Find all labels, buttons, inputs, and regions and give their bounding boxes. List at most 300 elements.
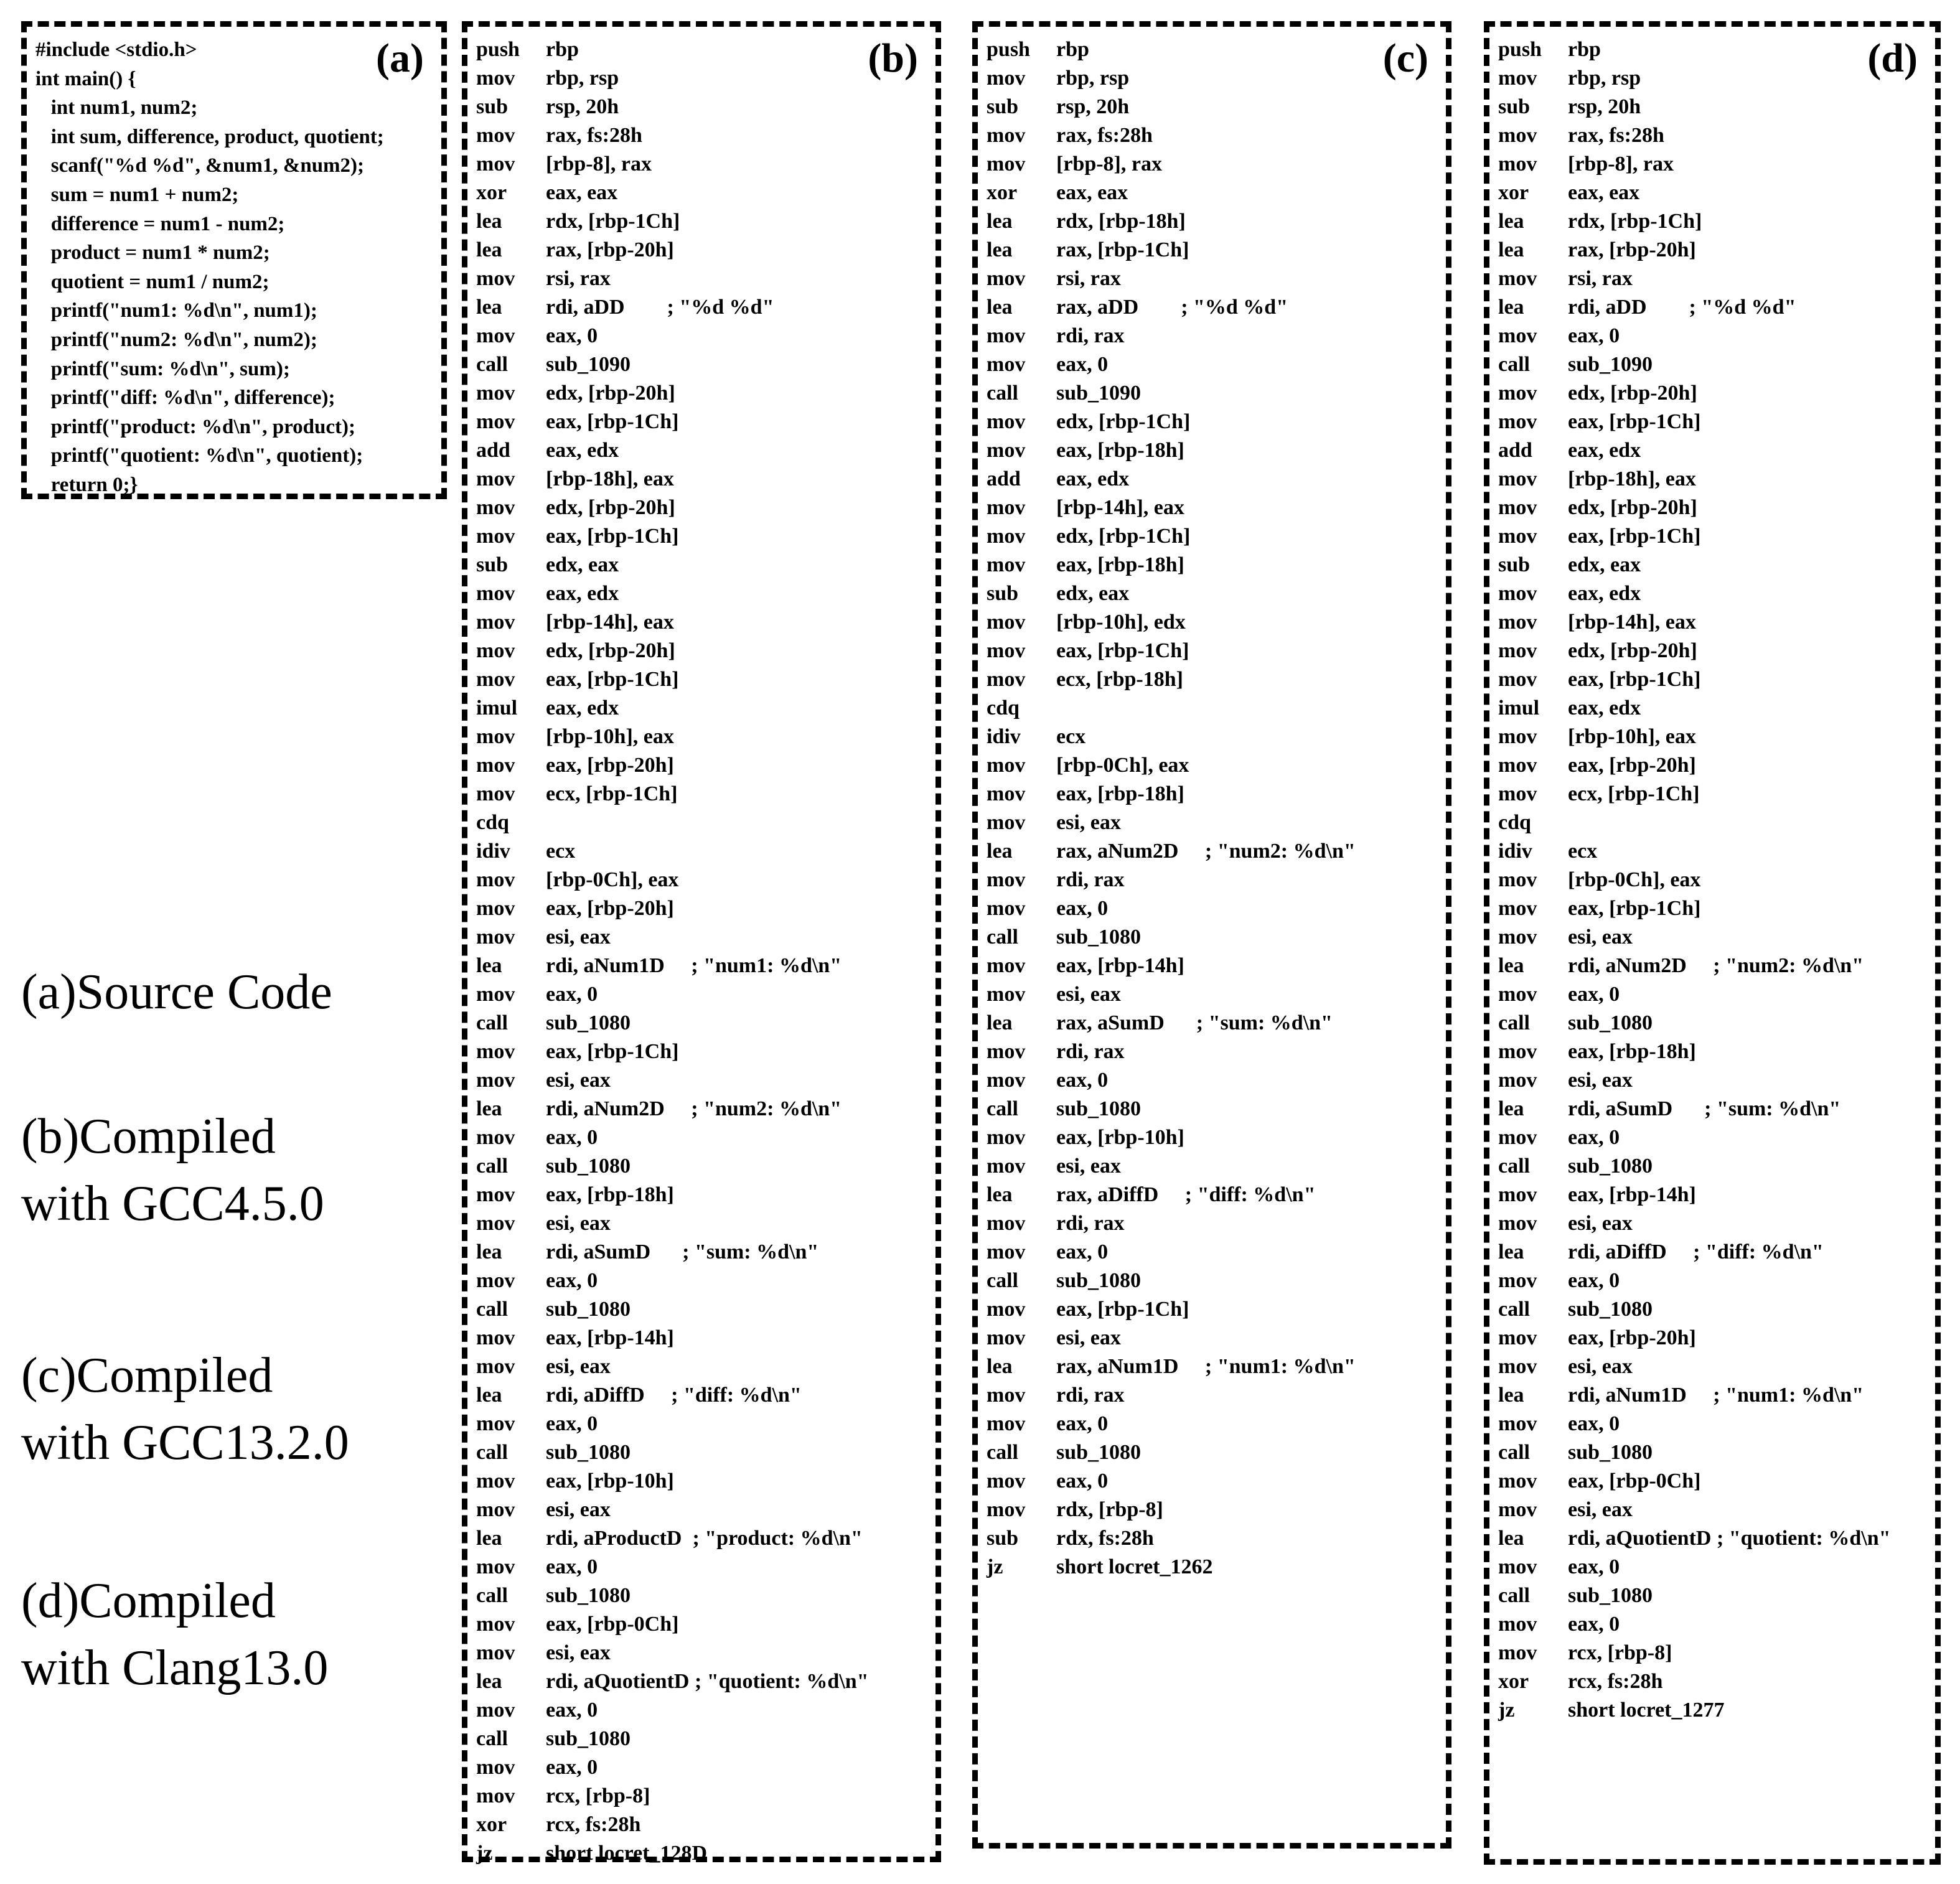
asm-operands: eax, [rbp-1Ch] [1568,525,1701,548]
asm-mnemonic: mov [987,1498,1026,1521]
asm-mnemonic: mov [1498,152,1537,176]
asm-line [1498,1553,1929,1582]
asm-mnemonic: mov [987,1155,1026,1178]
asm-operands: sub_1080 [546,1584,631,1607]
asm-mnemonic: mov [476,868,515,891]
asm-mnemonic: mov [1498,467,1537,490]
asm-mnemonic: mov [987,811,1026,834]
asm-operands: eax, 0 [546,324,598,347]
source-line: int main() { [35,67,136,90]
asm-operands: eax, eax [1056,181,1128,204]
source-line: scanf("%d %d", &num1, &num2); [35,154,365,177]
asm-operands: rsp, 20h [546,95,619,118]
asm-line [1498,751,1929,780]
asm-line [476,121,929,150]
asm-operands: rcx, [rbp-8] [546,1784,650,1807]
asm-mnemonic: mov [476,67,515,90]
asm-operands: sub_1080 [1568,1011,1653,1034]
asm-operands: eax, [rbp-10h] [546,1469,674,1493]
asm-line [987,952,1440,980]
asm-line [1498,1496,1929,1524]
asm-operands: eax, edx [1568,439,1641,462]
asm-line [476,837,929,866]
asm-line [476,894,929,923]
asm-operands: eax, [rbp-18h] [1568,1040,1696,1063]
asm-operands: [rbp-0Ch], eax [1568,868,1701,891]
source-line: printf("sum: %d\n", sum); [35,357,290,380]
asm-operands: rdx, [rbp-8] [1056,1498,1163,1521]
asm-mnemonic: mov [1498,1212,1537,1235]
asm-operands: eax, [rbp-14h] [1056,954,1184,977]
asm-operands: sub_1080 [1568,1584,1653,1607]
asm-line [476,236,929,265]
asm-line [987,1524,1440,1553]
asm-operands: eax, eax [1568,181,1640,204]
asm-operands: esi, eax [1568,1069,1633,1092]
asm-line [987,1009,1440,1038]
asm-mnemonic: mov [987,1298,1026,1321]
asm-line [1498,64,1929,93]
asm-line [987,121,1440,150]
asm-operands: eax, edx [546,439,619,462]
asm-mnemonic: mov [476,152,515,176]
asm-mnemonic: mov [476,467,515,490]
asm-mnemonic: mov [987,410,1026,433]
asm-operands: sub_1080 [1568,1298,1653,1321]
asm-mnemonic: lea [1498,1384,1524,1407]
asm-line [476,1467,929,1496]
asm-line [476,265,929,293]
asm-mnemonic: mov [1498,1355,1537,1378]
asm-operands: esi, eax [546,1641,611,1664]
asm-mnemonic: mov [476,382,515,405]
asm-mnemonic: jz [476,1842,493,1865]
asm-operands: ecx [1056,725,1086,748]
asm-line [987,1152,1440,1181]
asm-mnemonic: mov [1498,1269,1537,1292]
asm-operands: rbp, rsp [546,67,619,90]
asm-mnemonic: mov [476,1784,515,1807]
asm-line [1498,1181,1929,1209]
asm-operands: ecx, [rbp-18h] [1056,668,1183,691]
asm-mnemonic: mov [476,496,515,519]
source-line: product = num1 * num2; [35,241,270,265]
asm-mnemonic: mov [987,983,1026,1006]
asm-operands: eax, [rbp-18h] [546,1183,674,1206]
asm-line [476,1038,929,1066]
asm-operands: eax, 0 [1568,1613,1620,1636]
asm-line [987,150,1440,179]
asm-mnemonic: mov [476,1355,515,1378]
asm-mnemonic: sub [1498,553,1531,576]
caption-clang130: (d)Compiled with Clang13.0 [21,1573,329,1695]
asm-mnemonic: mov [987,1040,1026,1063]
asm-line [987,293,1440,322]
asm-line [1498,35,1929,64]
asm-operands: eax, 0 [546,1699,598,1722]
asm-line [476,1667,929,1696]
asm-operands: rdi, rax [1056,868,1125,891]
asm-line [476,1238,929,1267]
asm-mnemonic: mov [476,725,515,748]
asm-operands: esi, eax [1056,1155,1121,1178]
asm-operands: sub_1080 [1056,926,1142,949]
asm-mnemonic: mov [987,611,1026,634]
asm-operands: eax, 0 [1056,353,1109,376]
asm-mnemonic: imul [476,696,518,719]
asm-operands: eax, [rbp-1Ch] [1056,639,1189,662]
clang130-assembly-body [1498,35,1929,1725]
asm-line [476,1639,929,1667]
asm-line [476,637,929,665]
asm-mnemonic: mov [1498,1641,1537,1664]
asm-mnemonic: call [987,926,1018,949]
asm-operands: esi, eax [1056,811,1121,834]
asm-line [476,1811,929,1839]
asm-operands: [rbp-14h], eax [1568,611,1696,634]
asm-line [476,780,929,808]
asm-mnemonic: mov [476,1326,515,1349]
asm-mnemonic: xor [476,1813,507,1836]
asm-mnemonic: xor [987,181,1018,204]
asm-mnemonic: call [1498,1298,1530,1321]
asm-line [1498,980,1929,1009]
asm-operands: rdi, aQuotientD ; "quotient: %d\n" [546,1670,869,1693]
asm-line [987,64,1440,93]
asm-line [987,350,1440,379]
asm-mnemonic: sub [476,553,509,576]
asm-operands: ecx [546,840,576,863]
asm-operands: [rbp-14h], eax [1056,496,1184,519]
asm-line [1498,1696,1929,1725]
asm-line [1498,265,1929,293]
asm-line [476,952,929,980]
asm-operands: eax, 0 [1056,897,1109,920]
asm-mnemonic: mov [476,1469,515,1493]
asm-line [1498,608,1929,637]
asm-mnemonic: mov [1498,1498,1537,1521]
panel-label-a: (a) [376,35,424,81]
asm-line [987,35,1440,64]
asm-mnemonic: idiv [1498,840,1532,863]
source-line: #include <stdio.h> [35,39,197,61]
asm-operands: eax, edx [1056,467,1130,490]
asm-mnemonic: mov [1498,983,1537,1006]
asm-line [1498,579,1929,608]
asm-line [987,1181,1440,1209]
asm-operands: edx, [rbp-20h] [1568,639,1697,662]
asm-mnemonic: mov [987,1412,1026,1435]
asm-line [987,780,1440,808]
asm-operands: esi, eax [1568,926,1633,949]
asm-mnemonic: mov [476,124,515,147]
asm-mnemonic: mov [476,1069,515,1092]
asm-operands: rsp, 20h [1568,95,1641,118]
asm-operands: esi, eax [1056,983,1121,1006]
asm-operands: edx, eax [546,553,619,576]
asm-mnemonic: lea [1498,1527,1524,1550]
asm-mnemonic: lea [987,210,1013,233]
asm-mnemonic: lea [476,1527,502,1550]
asm-mnemonic: mov [987,668,1026,691]
asm-operands: rdi, aProductD ; "product: %d\n" [546,1527,863,1550]
asm-line [1498,379,1929,408]
asm-line [987,93,1440,121]
asm-mnemonic: idiv [987,725,1021,748]
asm-operands: eax, edx [546,582,619,605]
gcc450-assembly-panel [462,21,941,1865]
asm-mnemonic: mov [476,639,515,662]
asm-operands: eax, [rbp-14h] [546,1326,674,1349]
asm-mnemonic: sub [987,95,1019,118]
asm-mnemonic: mov [1498,1326,1537,1349]
asm-mnemonic: mov [1498,267,1537,290]
asm-line [1498,1152,1929,1181]
asm-line [1498,494,1929,522]
asm-line [987,1324,1440,1352]
asm-line [1498,1123,1929,1152]
asm-operands: rax, aNum2D ; "num2: %d\n" [1056,840,1356,863]
asm-line [476,1524,929,1553]
asm-line [987,1410,1440,1438]
asm-mnemonic: mov [1498,1412,1537,1435]
asm-mnemonic: mov [987,868,1026,891]
asm-operands: eax, [rbp-14h] [1568,1183,1696,1206]
asm-operands: esi, eax [546,1498,611,1521]
asm-operands: eax, edx [1568,696,1641,719]
asm-operands: sub_1090 [1568,353,1653,376]
asm-operands: rax, [rbp-20h] [1568,238,1696,261]
asm-mnemonic: jz [1498,1699,1515,1722]
asm-operands: rdi, aNum2D ; "num2: %d\n" [546,1097,842,1120]
asm-line [476,1152,929,1181]
asm-line [1498,121,1929,150]
asm-line [476,1725,929,1753]
asm-line [1498,1038,1929,1066]
asm-mnemonic: call [987,382,1018,405]
asm-operands: eax, 0 [1568,1126,1620,1149]
asm-mnemonic: mov [476,1412,515,1435]
asm-mnemonic: lea [1498,1240,1524,1263]
asm-operands: esi, eax [1568,1498,1633,1521]
asm-line [476,522,929,551]
asm-line [476,465,929,494]
caption-gcc450: (b)Compiled with GCC4.5.0 [21,1109,324,1231]
asm-line [987,1123,1440,1152]
asm-operands: eax, 0 [1568,324,1620,347]
asm-operands: eax, 0 [1568,983,1620,1006]
asm-line [987,665,1440,694]
asm-line [1498,1095,1929,1123]
asm-mnemonic: lea [1498,1097,1524,1120]
asm-line [476,1267,929,1295]
asm-mnemonic: lea [1498,296,1524,319]
asm-line [476,436,929,465]
asm-operands: sub_1080 [1568,1441,1653,1464]
asm-mnemonic: lea [987,296,1013,319]
asm-operands: rdi, aSumD ; "sum: %d\n" [1568,1097,1841,1120]
asm-operands: [rbp-10h], eax [1568,725,1696,748]
asm-line [987,723,1440,751]
source-line: sum = num1 + num2; [35,183,239,206]
asm-line [1498,837,1929,866]
asm-mnemonic: lea [1498,954,1524,977]
asm-mnemonic: mov [476,1498,515,1521]
asm-mnemonic: cdq [987,696,1020,719]
asm-operands: esi, eax [546,1069,611,1092]
asm-line [1498,465,1929,494]
asm-line [987,1352,1440,1381]
asm-mnemonic: mov [987,1069,1026,1092]
source-line: printf("num2: %d\n", num2); [35,328,317,351]
asm-mnemonic: mov [476,897,515,920]
asm-line [987,608,1440,637]
asm-mnemonic: sub [476,95,509,118]
asm-operands: rcx, fs:28h [1568,1670,1663,1693]
asm-mnemonic: mov [1498,410,1537,433]
asm-mnemonic: add [476,439,510,462]
asm-operands: rdi, aSumD ; "sum: %d\n" [546,1240,819,1263]
asm-line [476,1095,929,1123]
caption-source-code: (a)Source Code [21,965,332,1019]
asm-operands: sub_1080 [1568,1155,1653,1178]
asm-line [987,1238,1440,1267]
asm-line [1498,808,1929,837]
asm-mnemonic: xor [476,181,507,204]
asm-line [476,322,929,350]
asm-operands: rdi, rax [1056,1040,1125,1063]
asm-operands: rdi, aQuotientD ; "quotient: %d\n" [1568,1527,1891,1550]
asm-line [476,551,929,579]
asm-line [987,379,1440,408]
asm-line [1498,350,1929,379]
asm-line [987,1295,1440,1324]
asm-operands: eax, 0 [1568,1555,1620,1578]
asm-mnemonic: mov [476,782,515,805]
asm-operands: eax, 0 [1056,1069,1109,1092]
asm-mnemonic: mov [476,1040,515,1063]
asm-operands: rsi, rax [1568,267,1633,290]
asm-mnemonic: lea [476,1097,502,1120]
asm-line [476,866,929,894]
asm-operands: rdi, rax [1056,1212,1125,1235]
asm-mnemonic: call [987,1269,1018,1292]
gcc1320-assembly-panel [972,21,1451,1849]
asm-line [1498,436,1929,465]
asm-mnemonic: call [476,1584,508,1607]
asm-operands: rdi, aDiffD ; "diff: %d\n" [1568,1240,1824,1263]
asm-operands: rbp [1056,38,1089,61]
asm-mnemonic: mov [1498,67,1537,90]
asm-operands: rdi, aNum1D ; "num1: %d\n" [546,954,842,977]
asm-mnemonic: mov [987,1240,1026,1263]
asm-mnemonic: mov [1498,868,1537,891]
asm-operands: ecx, [rbp-1Ch] [546,782,678,805]
asm-mnemonic: mov [476,1699,515,1722]
asm-operands: esi, eax [1568,1212,1633,1235]
asm-line [1498,1410,1929,1438]
source-line: quotient = num1 / num2; [35,270,270,293]
asm-line [476,1610,929,1639]
asm-operands: [rbp-8], rax [1056,152,1162,176]
asm-line [987,522,1440,551]
asm-operands: [rbp-18h], eax [546,467,674,490]
asm-operands: rbp, rsp [1056,67,1130,90]
asm-line [476,179,929,207]
asm-mnemonic: mov [1498,668,1537,691]
asm-line [476,1496,929,1524]
asm-mnemonic: mov [987,267,1026,290]
source-code-body [35,35,435,500]
asm-mnemonic: mov [987,124,1026,147]
asm-line [1498,694,1929,723]
asm-operands: eax, [rbp-1Ch] [1568,668,1701,691]
asm-line [1498,1639,1929,1667]
asm-mnemonic: mov [1498,525,1537,548]
asm-line [1498,1324,1929,1352]
asm-mnemonic: cdq [1498,811,1531,834]
asm-operands: rbp [546,38,579,61]
asm-line [476,1381,929,1410]
asm-line [1498,1467,1929,1496]
asm-mnemonic: mov [1498,639,1537,662]
asm-mnemonic: mov [987,553,1026,576]
asm-line [1498,1524,1929,1553]
asm-line [476,1582,929,1610]
asm-mnemonic: xor [1498,181,1529,204]
asm-line [987,923,1440,952]
asm-mnemonic: sub [987,582,1019,605]
asm-mnemonic: jz [987,1555,1003,1578]
asm-operands: edx, [rbp-20h] [546,639,675,662]
asm-operands: sub_1080 [1056,1269,1142,1292]
asm-line [1498,1009,1929,1038]
clang130-assembly-panel [1484,21,1941,1865]
asm-line [987,1438,1440,1467]
asm-operands: eax, [rbp-20h] [546,754,674,777]
asm-operands: sub_1080 [1056,1441,1142,1464]
asm-line [1498,866,1929,894]
asm-line [987,837,1440,866]
asm-operands: sub_1090 [1056,382,1142,405]
asm-mnemonic: mov [1498,1613,1537,1636]
asm-mnemonic: mov [476,1613,515,1636]
asm-line [476,207,929,236]
asm-line [1498,723,1929,751]
asm-operands: [rbp-0Ch], eax [1056,754,1189,777]
asm-line [1498,522,1929,551]
asm-mnemonic: lea [1498,210,1524,233]
asm-operands: eax, [rbp-0Ch] [546,1613,679,1636]
asm-operands: sub_1080 [546,1011,631,1034]
asm-operands: esi, eax [546,1355,611,1378]
asm-mnemonic: mov [1498,1183,1537,1206]
asm-operands: eax, [rbp-10h] [1056,1126,1184,1149]
asm-operands: eax, 0 [1568,1269,1620,1292]
asm-line [987,1267,1440,1295]
asm-mnemonic: imul [1498,696,1540,719]
asm-mnemonic: mov [1498,926,1537,949]
asm-line [1498,1352,1929,1381]
asm-operands: rbp, rsp [1568,67,1641,90]
asm-mnemonic: call [1498,1155,1530,1178]
asm-mnemonic: lea [1498,238,1524,261]
asm-mnemonic: mov [476,324,515,347]
asm-mnemonic: mov [987,1126,1026,1149]
asm-line [476,1352,929,1381]
asm-operands: rsp, 20h [1056,95,1130,118]
asm-line [987,436,1440,465]
